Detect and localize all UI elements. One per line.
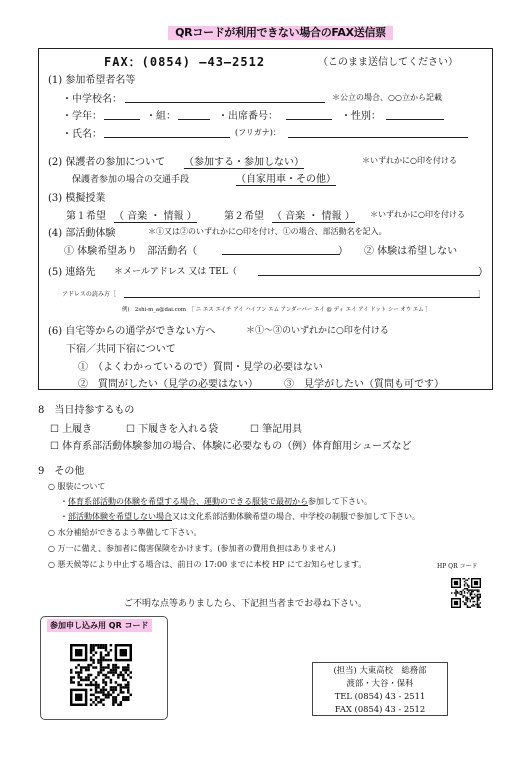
furigana-label: (フリガナ)： (235, 128, 281, 137)
contact-box (312, 662, 448, 716)
second-choice-label: 第２希望 (224, 211, 264, 222)
section-4-heading: (4) 部活動体験 (48, 228, 116, 239)
club-name-field[interactable] (222, 254, 340, 255)
grade-field[interactable] (104, 119, 140, 120)
section-6-heading: (6) 自宅等からの通学ができない方へ (48, 326, 216, 337)
section-4-note: ＊①又は②のいずれかに○印を付け、①の場合、部活動名を記入。 (148, 227, 387, 236)
lodging-subheading: 下宿／共同下宿について (66, 344, 176, 355)
fax-number: FAX：(0854) ―43―2512 (104, 55, 266, 69)
name-field[interactable] (104, 137, 230, 138)
closing-text: ご不明な点等ありましたら、下記担当者までお尋ね下さい。 (124, 599, 368, 609)
club-option-2[interactable]: ② 体験は希望しない (364, 246, 458, 257)
section-1-heading: (1) 参加希望者名等 (48, 75, 136, 86)
section-8-heading: 8 当日持参するもの (38, 405, 135, 416)
section-3-heading: (3) 模擬授業 (48, 193, 106, 204)
address-reading-label: アドレスの読み方［ (62, 291, 116, 298)
contact-tel: TEL (0854) 43 - 2511 (334, 691, 426, 701)
contact-line-2: 渡部・大谷・保科 (346, 678, 414, 688)
hp-qr-code-icon[interactable] (451, 578, 481, 608)
insurance-bullet: ○ 万一に備え、参加者に傷害保険をかけます。(参加者の費用負担はありません) (48, 544, 336, 553)
first-choice-options[interactable]: （ 音楽 ・ 情報 ） (114, 207, 197, 223)
lodging-option-2[interactable]: ② 質問がしたい（見学の必要はない） (78, 379, 258, 390)
hp-qr-label: HP QR コード (437, 563, 478, 570)
water-bullet: ○ 水分補給ができるよう準備して下さい。 (48, 528, 202, 537)
item-indoor-shoes[interactable]: ☐ 上履き (50, 424, 93, 435)
number-field[interactable] (286, 119, 332, 120)
application-qr-code-icon[interactable] (70, 644, 132, 706)
section-5-heading: (5) 連絡先 (48, 267, 96, 278)
school-label: ・中学校名： (62, 94, 122, 105)
club-option-1-close: ） (338, 246, 348, 257)
address-example: 例) 2shi-m_a@dai.com ［ ニ エス エイチ アイ ハイフン エム アンダーバー エイ @ ディ エイ アイ ドット シー オウ エム ］ (122, 307, 431, 313)
clothing-sports-line: ・体育系部活動の体験を希望する場合、運動のできる服装で最初から参加して下さい。 (60, 497, 372, 506)
club-option-1[interactable]: ① 体験希望あり 部活動名（ (64, 246, 198, 257)
number-label: ・出席番号： (218, 111, 278, 122)
item-shoe-bag[interactable]: ☐ 下履きを入れる袋 (126, 424, 219, 435)
class-field[interactable] (178, 119, 210, 120)
name-label: ・氏名： (62, 129, 102, 140)
contact-fax: FAX (0854) 43 - 2512 (334, 704, 426, 714)
section-2-heading: (2) 保護者の参加について (48, 157, 166, 168)
first-choice-label: 第１希望 (66, 211, 106, 222)
clothing-uniform-line: ・部活動体験を希望しない場合又は文化系部活動体験希望の場合、中学校の制服で参加して下さい。 (60, 512, 420, 521)
gender-label: ・性別： (341, 111, 381, 122)
parent-attendance-choice[interactable]: （参加する・参加しない） (184, 153, 304, 169)
transport-choice[interactable]: （自家用車・その他） (236, 170, 336, 186)
section-2-note: ＊いずれかに○印を付ける (362, 156, 457, 165)
address-reading-field[interactable] (124, 297, 480, 298)
second-choice-options[interactable]: （ 音楽 ・ 情報 ） (272, 207, 355, 223)
contact-note: ＊メールアドレス 又は TEL（ (114, 267, 237, 277)
weather-bullet: ○ 悪天候等により中止する場合は、前日の 17:00 までに本校 HP にてお知らせします。 (48, 560, 367, 569)
item-sports-gear[interactable]: ☐ 体育系部活動体験参加の場合、体験に必要なもの（例）体育館用シューズなど (50, 441, 412, 452)
fax-note: （このまま送信してください） (318, 57, 458, 68)
item-stationery[interactable]: ☐ 筆記用具 (250, 424, 303, 435)
grade-label: ・学年： (62, 111, 102, 122)
class-label: ・組： (146, 111, 176, 122)
contact-close: ） (478, 267, 488, 278)
section-3-note: ＊いずれかに○印を付ける (370, 210, 465, 219)
contact-line-1: (担当) 大東高校 総務部 (333, 665, 427, 675)
transport-label: 保護者参加の場合の交通手段 (72, 175, 190, 185)
gender-field[interactable] (386, 119, 444, 120)
section-6-note: ＊①～③のいずれかに○印を付ける (246, 326, 389, 336)
application-qr-label: 参加申し込み用 QR コード (47, 619, 152, 632)
school-note: ＊公立の場合、○○立から記載 (332, 93, 442, 102)
lodging-option-3[interactable]: ③ 見学がしたい（質問も可です） (284, 379, 444, 390)
contact-field[interactable] (258, 275, 480, 276)
clothing-bullet: ○ 服装について (48, 482, 106, 491)
furigana-field[interactable] (288, 137, 468, 138)
section-9-heading: 9 その他 (38, 466, 85, 477)
school-field[interactable] (125, 102, 325, 103)
address-reading-close: ］ (478, 291, 485, 298)
lodging-option-1[interactable]: ① （よくわかっているので）質問・見学の必要はない (78, 362, 323, 373)
page-title: QRコードが利用できない場合のFAX送信票 (168, 26, 393, 40)
